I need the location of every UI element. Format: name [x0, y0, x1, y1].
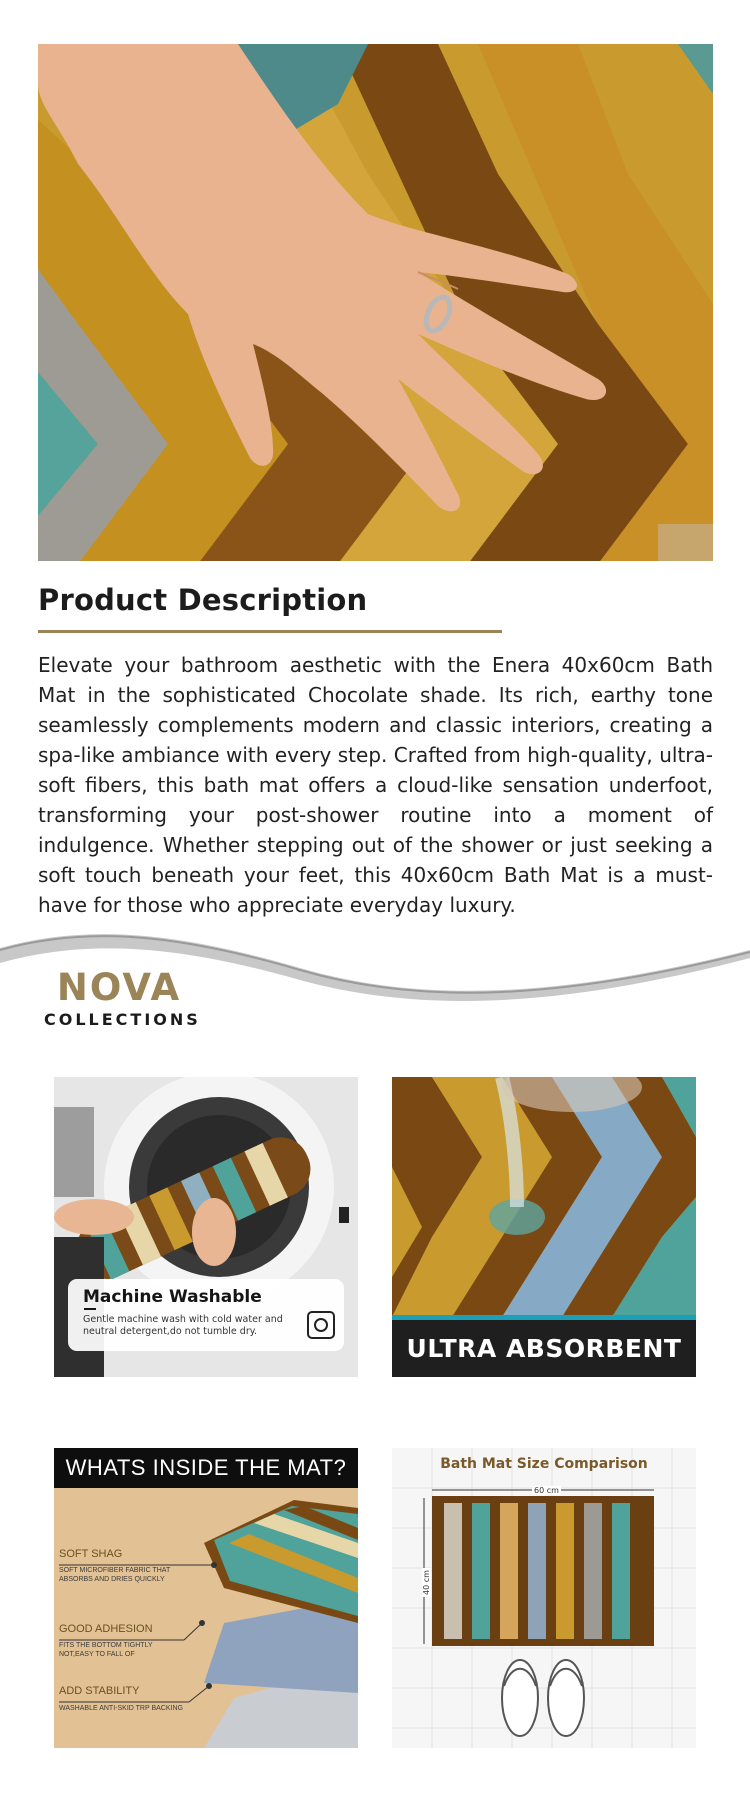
machine-washable-text: Gentle machine wash with cold water and neutral detergent,do not tumble dry. — [83, 1314, 283, 1337]
layer-text-soft-shag: SOFT MICROFIBER FABRIC THAT ABSORBS AND DRIES QUICKLY — [59, 1567, 171, 1583]
ultra-absorbent-banner — [392, 1315, 696, 1377]
size-comparison-tile — [392, 1448, 696, 1748]
hero-product-image — [38, 44, 713, 561]
ultra-absorbent-label: ULTRA ABSORBENT — [406, 1334, 682, 1363]
title-underline — [38, 630, 502, 633]
size-height-label: 40 cm — [421, 1570, 431, 1595]
layer-text-good-adhesion: FITS THE BOTTOM TIGHTLY NOT,EASY TO FALL OF — [59, 1642, 153, 1658]
machine-washable-card — [68, 1279, 344, 1351]
brand-logo — [44, 966, 201, 1031]
title-underline — [84, 1308, 96, 1310]
size-comparison-title: Bath Mat Size Comparison — [440, 1456, 648, 1472]
layer-label-add-stability: ADD STABILITY — [59, 1685, 140, 1697]
product-description-title: Product Description — [38, 583, 368, 617]
brand-subtitle: COLLECTIONS — [44, 1010, 201, 1029]
brand-name: NOVA — [56, 966, 182, 1009]
whats-inside-tile — [54, 1448, 358, 1748]
layer-text-add-stability: WASHABLE ANTI-SKID TRP BACKING — [59, 1705, 183, 1712]
layer-label-soft-shag: SOFT SHAG — [59, 1548, 123, 1560]
machine-washable-title: Machine Washable — [83, 1287, 262, 1307]
mat-layers-illustration — [54, 1448, 358, 1748]
chevron-mat-photo — [38, 44, 713, 561]
machine-washable-tile — [54, 1077, 358, 1377]
washing-machine-icon — [307, 1311, 335, 1339]
product-description-text: Elevate your bathroom aesthetic with the Enera 40x60cm Bath Mat in the sophisticated Chocolate shade. Its rich, earthy tone seamlessly complements modern and classic interiors, creating a spa-like ambiance with every step. Crafted from high-quality, ultra-soft fibers, this bath mat offers a cloud-like sensation underfoot, transforming your post-shower routine into a moment of indulgence. Whether stepping out of the shower or just seeking a soft touch beneath your feet, this 40x60cm Bath Mat is a must-have for those who appreciate everyday luxury. — [38, 653, 713, 917]
layer-label-good-adhesion: GOOD ADHESION — [59, 1623, 153, 1635]
whats-inside-title: WHATS INSIDE THE MAT? — [54, 1448, 358, 1488]
ultra-absorbent-tile — [392, 1077, 696, 1377]
size-width-label: 60 cm — [534, 1486, 559, 1495]
